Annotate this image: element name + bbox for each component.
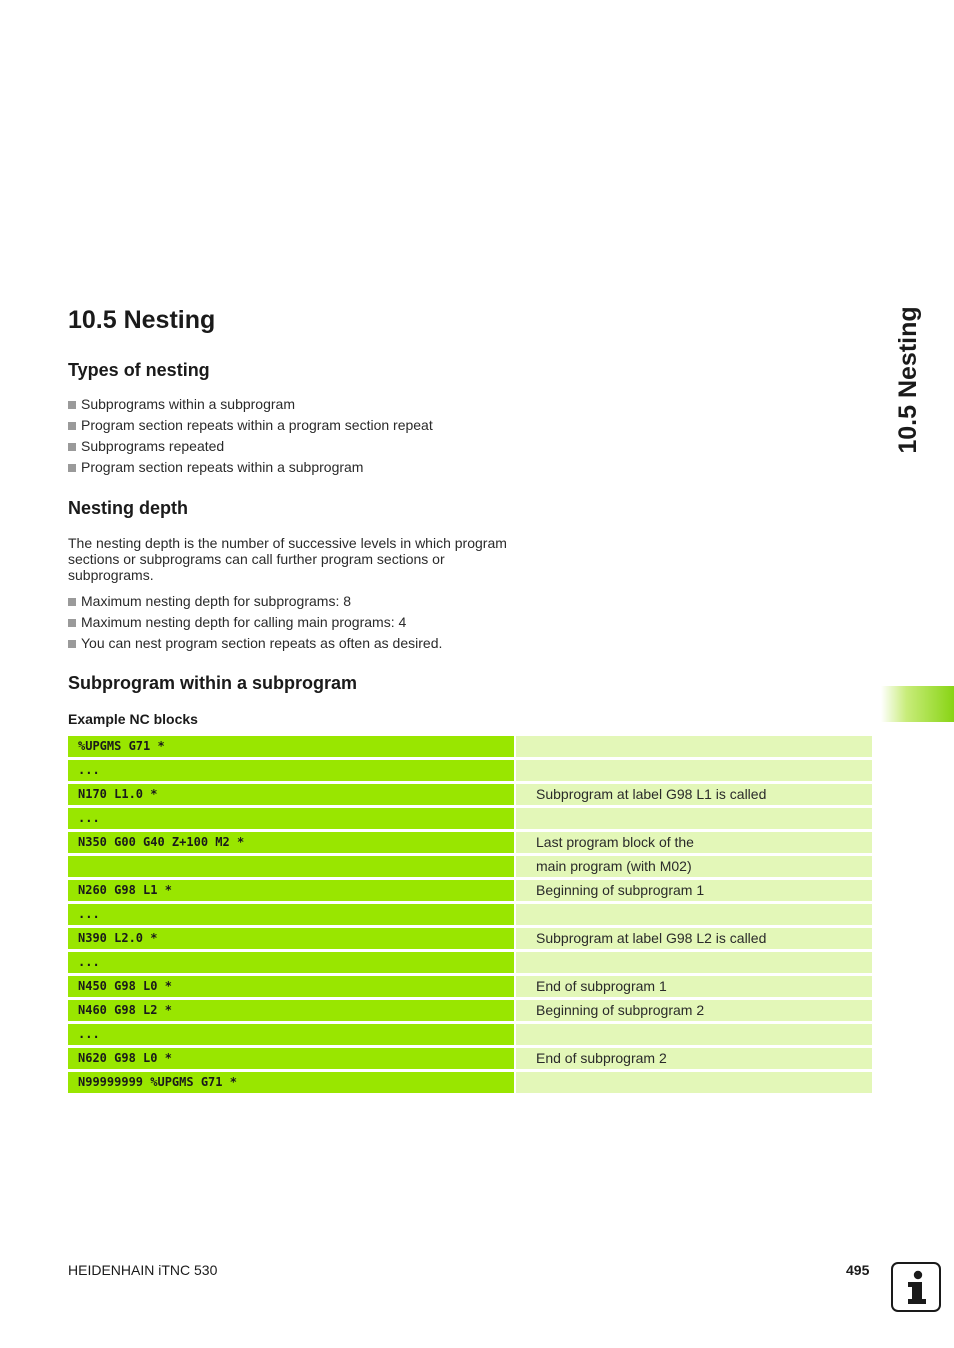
- nesting-depth-list: [68, 591, 442, 654]
- table-row: [68, 1000, 872, 1021]
- side-chapter-title: 10.5 Nesting: [893, 306, 922, 454]
- bullet-square-icon: [68, 443, 76, 451]
- bullet-square-icon: [68, 422, 76, 430]
- nc-code-cell: N450 G98 L0 *: [68, 976, 514, 997]
- heading-types-of-nesting: Types of nesting: [68, 360, 210, 380]
- bullet-square-icon: [68, 619, 76, 627]
- nc-code-cell: ...: [68, 904, 514, 925]
- info-icon[interactable]: [891, 1262, 941, 1312]
- bullet-square-icon: [68, 401, 76, 409]
- example-label: Example NC blocks: [68, 711, 198, 727]
- table-row: [68, 928, 872, 949]
- nc-code-cell: ...: [68, 952, 514, 973]
- table-row: [68, 1048, 872, 1069]
- table-row: [68, 856, 872, 877]
- list-item: Subprograms within a subprogram: [68, 394, 433, 415]
- bullet-square-icon: [68, 598, 76, 606]
- page-number: 495: [846, 1262, 870, 1278]
- nc-comment-cell: [516, 1072, 872, 1093]
- nc-comment-cell: End of subprogram 1: [516, 976, 872, 997]
- info-glyph-icon: [893, 1264, 939, 1310]
- nc-code-cell: N620 G98 L0 *: [68, 1048, 514, 1069]
- list-item: Subprograms repeated: [68, 436, 433, 457]
- table-row: [68, 976, 872, 997]
- list-item: Program section repeats within a program section repeat: [68, 415, 433, 436]
- nc-code-cell: N460 G98 L2 *: [68, 1000, 514, 1021]
- nc-comment-cell: [516, 1024, 872, 1045]
- nc-code-cell: [68, 856, 514, 877]
- list-item: Maximum nesting depth for subprograms: 8: [68, 591, 442, 612]
- nc-comment-cell: [516, 760, 872, 781]
- nc-code-cell: N350 G00 G40 Z+100 M2 *: [68, 832, 514, 853]
- heading-nesting-depth: Nesting depth: [68, 498, 188, 518]
- table-row: [68, 736, 872, 757]
- nc-comment-cell: [516, 736, 872, 757]
- nc-code-cell: ...: [68, 1024, 514, 1045]
- table-row: [68, 760, 872, 781]
- page-title: 10.5 Nesting: [68, 306, 216, 334]
- types-of-nesting-list: [68, 394, 433, 478]
- table-row: [68, 904, 872, 925]
- nc-comment-cell: [516, 952, 872, 973]
- bullet-square-icon: [68, 464, 76, 472]
- nc-comment-cell: Subprogram at label G98 L2 is called: [516, 928, 872, 949]
- table-row: [68, 880, 872, 901]
- table-row: [68, 808, 872, 829]
- nc-comment-cell: End of subprogram 2: [516, 1048, 872, 1069]
- nc-code-cell: ...: [68, 808, 514, 829]
- table-row: [68, 1024, 872, 1045]
- nc-code-cell: N260 G98 L1 *: [68, 880, 514, 901]
- heading-subprogram-within-subprogram: Subprogram within a subprogram: [68, 673, 358, 693]
- list-item: You can nest program section repeats as often as desired.: [68, 633, 442, 654]
- nc-code-cell: ...: [68, 760, 514, 781]
- nc-comment-cell: Beginning of subprogram 2: [516, 1000, 872, 1021]
- table-row: [68, 1072, 872, 1093]
- table-row: [68, 784, 872, 805]
- chapter-tab-marker: [881, 686, 954, 722]
- nc-code-cell: N99999999 %UPGMS G71 *: [68, 1072, 514, 1093]
- nc-comment-cell: Beginning of subprogram 1: [516, 880, 872, 901]
- nesting-depth-paragraph: The nesting depth is the number of successive levels in which program sections or subprograms can call further program sections or subprograms.: [68, 535, 507, 583]
- nc-comment-cell: [516, 808, 872, 829]
- nc-code-cell: %UPGMS G71 *: [68, 736, 514, 757]
- nc-code-cell: N390 L2.0 *: [68, 928, 514, 949]
- nc-comment-cell: Subprogram at label G98 L1 is called: [516, 784, 872, 805]
- list-item: Maximum nesting depth for calling main programs: 4: [68, 612, 442, 633]
- nc-code-cell: N170 L1.0 *: [68, 784, 514, 805]
- nc-blocks-table: [68, 736, 872, 1096]
- footer-product-name: HEIDENHAIN iTNC 530: [68, 1262, 218, 1278]
- table-row: [68, 832, 872, 853]
- nc-comment-cell: main program (with M02): [516, 856, 872, 877]
- bullet-square-icon: [68, 640, 76, 648]
- table-row: [68, 952, 872, 973]
- list-item: Program section repeats within a subprogram: [68, 457, 433, 478]
- nc-comment-cell: Last program block of the: [516, 832, 872, 853]
- nc-comment-cell: [516, 904, 872, 925]
